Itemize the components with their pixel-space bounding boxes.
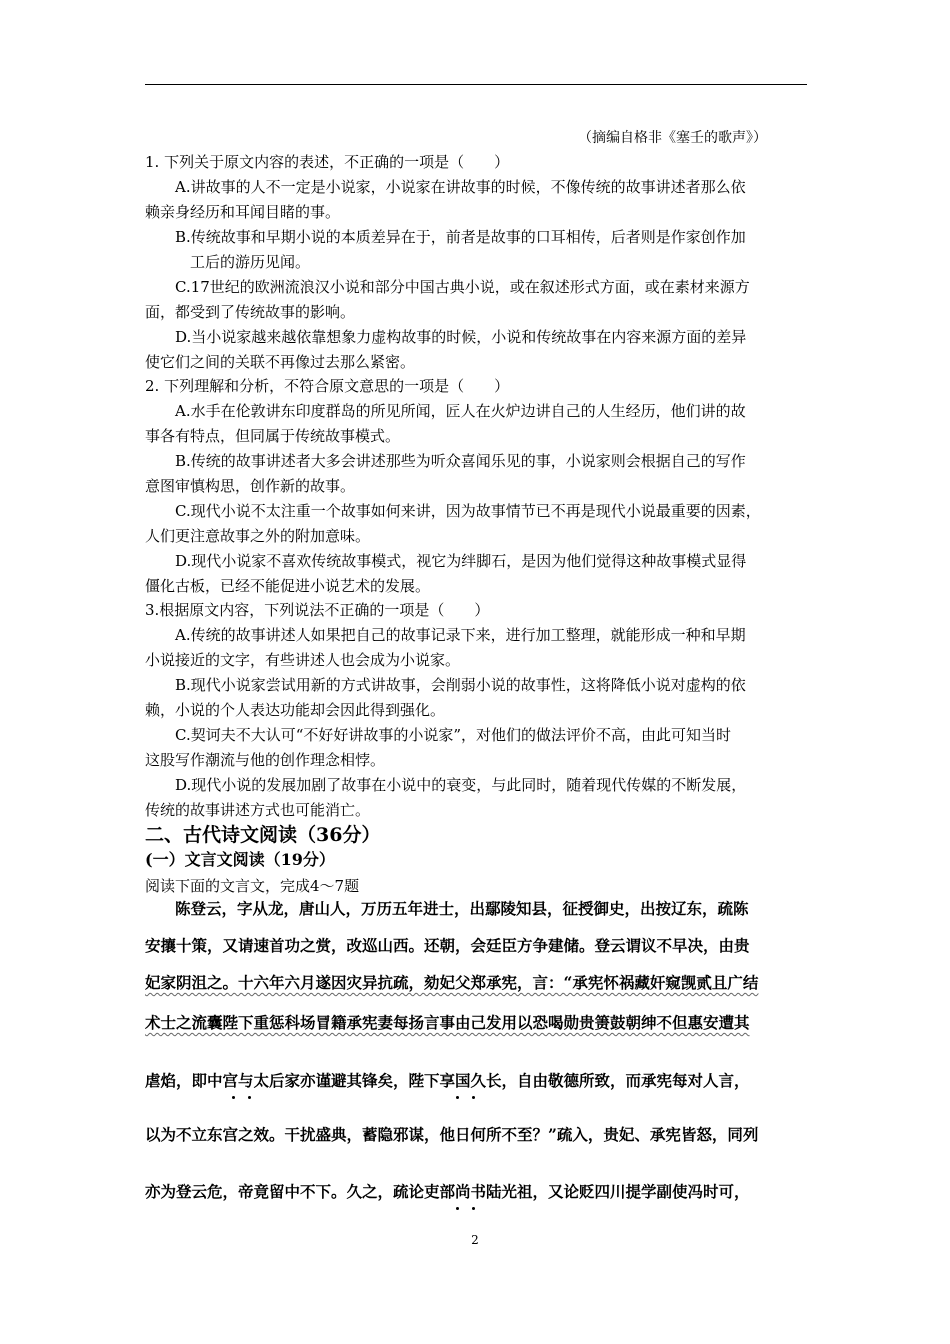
q3-option-b-line1: B.现代小说家尝试用新的方式讲故事，会削弱小说的故事性，这将降低小说对虚构的依: [175, 676, 746, 694]
q2-option-a-line1: A.水手在伦敦讲东印度群岛的所见所闻，匠人在火炉边讲自己的人生经历，他们讲的故: [175, 402, 746, 420]
q2-option-b-line2: 意图审慎构思，创作新的故事。: [145, 477, 356, 495]
emphasis-dot: [456, 1207, 459, 1210]
q1-option-b-line1: B.传统故事和早期小说的本质差异在于，前者是故事的口耳相传，后者则是作家创作加: [175, 228, 746, 246]
q3-option-d-line2: 传统的故事讲述方式也可能消亡。: [145, 801, 371, 819]
q1-option-d-line2: 使它们之间的关联不再像过去那么紧密。: [145, 353, 416, 371]
emphasis-dot: [472, 1207, 475, 1210]
q2-option-d-line2: 僵化古板，已经不能促进小说艺术的发展。: [145, 577, 431, 595]
q2-option-d-line1: D.现代小说家不喜欢传统故事模式，视它为绊脚石，是因为他们觉得这种故事模式显得: [175, 552, 747, 570]
q2-option-a-line2: 事各有特点，但同属于传统故事模式。: [145, 427, 401, 445]
question-1-stem: 1. 下列关于原文内容的表述，不正确的一项是（ ）: [145, 153, 510, 171]
source-citation: （摘编自格非《塞壬的歌声》）: [578, 130, 767, 146]
q1-option-a-line2: 赖亲身经历和耳闻目睹的事。: [145, 203, 341, 221]
q3-option-c-line2: 这股写作潮流与他的创作理念相悖。: [145, 751, 386, 769]
q1-option-d-line1: D.当小说家越来越依靠想象力虚构故事的时候，小说和传统故事在内容来源方面的差异: [175, 328, 747, 346]
q3-option-a-line1: A.传统的故事讲述人如果把自己的故事记录下来，进行加工整理，就能形成一种和早期: [175, 626, 746, 644]
classical-line-5: 虐焰，即中宫与太后家亦谨避其锋矣，陛下享国久长，自由敬德所致，而承宪每对人言，: [145, 1071, 750, 1090]
emphasis-dot: [232, 1096, 235, 1099]
header-rule: [145, 84, 807, 85]
q2-option-b-line1: B.传统的故事讲述者大多会讲述那些为听众喜闻乐见的事，小说家则会根据自己的写作: [175, 452, 746, 470]
q2-option-c-line2: 人们更注意故事之外的附加意味。: [145, 527, 371, 545]
classical-line-6: 以为不立东宫之效。干扰盛典，蓄隐邪谋，他日何所不至？”疏入，贵妃、承宪皆怒，同列: [145, 1125, 759, 1144]
section-title: 二、古代诗文阅读（36分）: [145, 824, 381, 846]
subsection-title: (一）文言文阅读（19分）: [145, 850, 335, 869]
q1-option-c-line1: C.17世纪的欧洲流浪汉小说和部分中国古典小说，或在叙述形式方面，或在素材来源方: [175, 278, 750, 296]
q1-option-c-line2: 面，都受到了传统故事的影响。: [145, 303, 356, 321]
classical-line-4: 术士之流囊陛下重惩科场冒籍承宪妻每扬言事由己发用以恐喝勋贵箦鼓朝绅不但惠安遭其: [145, 1013, 750, 1032]
q3-option-c-line1: C.契诃夫不大认可“不好好讲故事的小说家”，对他们的做法评价不高，由此可知当时: [175, 726, 732, 744]
question-3-stem: 3.根据原文内容，下列说法不正确的一项是（ ）: [145, 601, 490, 619]
emphasis-dot: [248, 1096, 251, 1099]
q3-option-a-line2: 小说接近的文字，有些讲述人也会成为小说家。: [145, 651, 461, 669]
q3-option-d-line1: D.现代小说的发展加剧了故事在小说中的衰变，与此同时，随着现代传媒的不断发展，: [175, 776, 747, 794]
q3-option-b-line2: 赖，小说的个人表达功能却会因此得到强化。: [145, 701, 446, 719]
emphasis-dot: [456, 1096, 459, 1099]
classical-line-7: 亦为登云危，帝竟留中不下。久之，疏论吏部尚书陆光祖，又论贬四川提学副使冯时可，: [145, 1182, 750, 1201]
classical-line-3: 妃家阴沮之。十六年六月遂因灾异抗疏，劾妃父郑承宪，言：“承宪怀祸藏奸窥觊贰且广结: [145, 973, 759, 992]
classical-line-2: 安攘十策，又请速首功之赏，改巡山西。还朝，会廷臣方争建储。登云谓议不早决，由贵: [145, 936, 750, 955]
page-number: 2: [471, 1233, 479, 1247]
emphasis-dot: [472, 1096, 475, 1099]
question-2-stem: 2. 下列理解和分析，不符合原文意思的一项是（ ）: [145, 377, 510, 395]
instruction: 阅读下面的文言文，完成4〜7题: [145, 877, 360, 895]
q1-option-b-line2: 工后的游历见闻。: [190, 253, 311, 271]
classical-line-1: 陈登云，字从龙，唐山人，万历五年进士，出鄢陵知县，征授御史，出按辽东，疏陈: [175, 899, 749, 918]
q1-option-a-line1: A.讲故事的人不一定是小说家，小说家在讲故事的时候，不像传统的故事讲述者那么依: [175, 178, 746, 196]
q2-option-c-line1: C.现代小说不太注重一个故事如何来讲，因为故事情节已不再是现代小说最重要的因素，: [175, 502, 761, 520]
